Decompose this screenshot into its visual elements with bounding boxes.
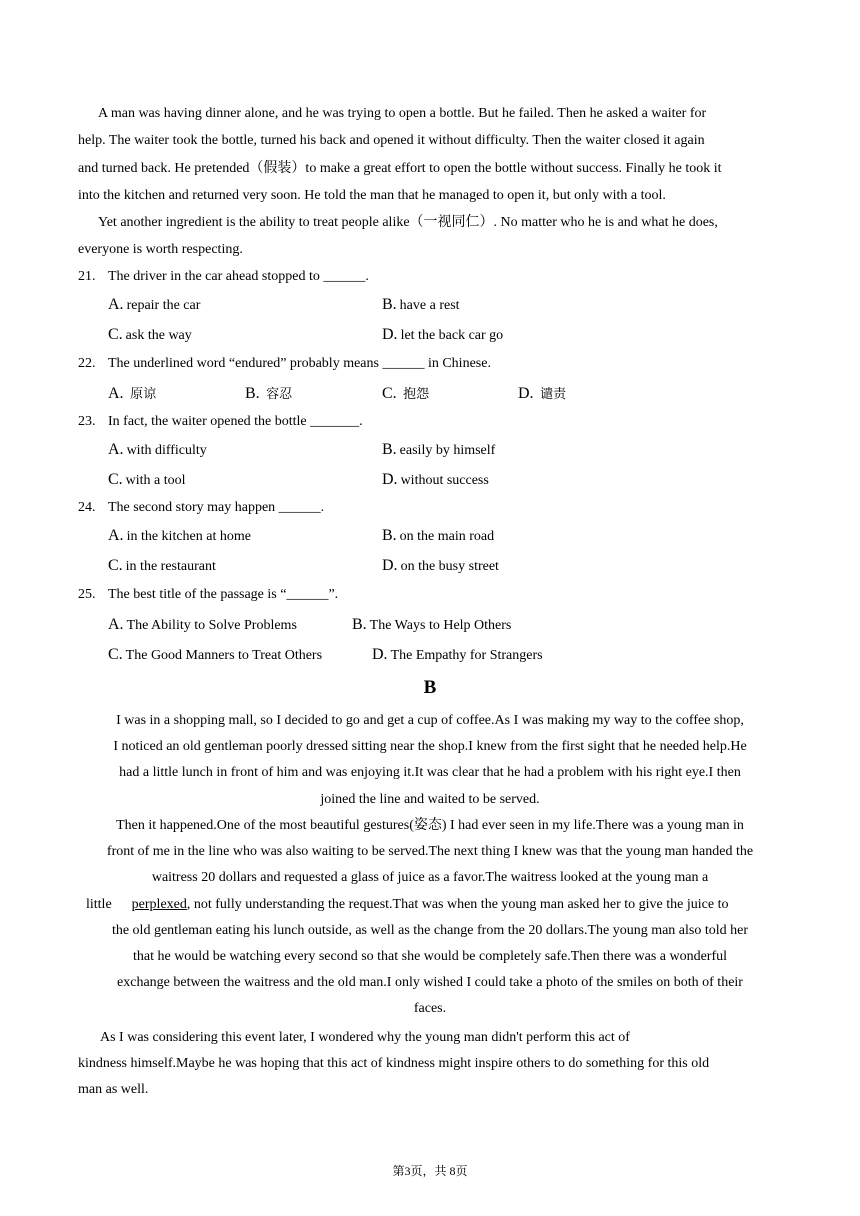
passage-a-paragraph-2 — [78, 209, 782, 264]
option-25-b[interactable]: B. The Ways to Help Others — [352, 616, 512, 633]
option-23-a[interactable]: A. with difficulty — [108, 441, 207, 458]
text-line: Yet another ingredient is the ability to treat people alike（一视同仁）. No matter who he is and what he does, — [98, 215, 718, 230]
text-line: waitress 20 dollars and requested a glass of juice as a favor.The waitress looked at the young man a — [151, 870, 709, 886]
text-line: exchange between the waitress and the old man.I only wished I could take a photo of the smiles on both of their — [117, 975, 743, 991]
question-stem: The driver in the car ahead stopped to ______. — [108, 269, 369, 284]
option-24-c[interactable]: C. in the restaurant — [108, 557, 216, 574]
option-22-a[interactable]: A. 原谅 — [108, 385, 157, 402]
question-number: 25. — [78, 587, 96, 602]
text-line: A man was having dinner alone, and he was trying to open a bottle. But he failed. Then he asked a waiter for — [98, 106, 707, 121]
text-line: man as well. — [78, 1082, 149, 1098]
question-number: 21. — [78, 269, 96, 284]
text-line: everyone is worth respecting. — [78, 242, 243, 258]
option-23-c[interactable]: C. with a tool — [108, 471, 186, 488]
option-23-b[interactable]: B. easily by himself — [382, 441, 496, 458]
option-21-d[interactable]: D. let the back car go — [382, 326, 504, 343]
question-25 — [78, 585, 338, 605]
question-24 — [78, 498, 324, 518]
passage-b-paragraph-3 — [78, 1025, 782, 1104]
question-number: 23. — [78, 414, 96, 429]
text-line: I noticed an old gentleman poorly dressed sitting near the shop.I knew from the first sight that he needed help.He — [113, 739, 747, 755]
option-24-b[interactable]: B. on the main road — [382, 527, 495, 544]
text-line: and turned back. He pretended（假装）to make a great effort to open the bottle without success. Finally he took it — [78, 160, 722, 176]
passage-b-paragraph-2 — [78, 813, 782, 1023]
text-line: kindness himself.Maybe he was hoping that this act of kindness might inspire others to do something for this old — [78, 1056, 710, 1072]
option-22-c[interactable]: C. 抱怨 — [382, 385, 430, 402]
passage-b-paragraph-1 — [78, 708, 782, 813]
question-stem: The best title of the passage is “______”. — [108, 587, 339, 602]
question-stem: The second story may happen ______. — [108, 500, 325, 515]
option-24-a[interactable]: A. in the kitchen at home — [108, 527, 251, 544]
question-22 — [78, 354, 491, 374]
text-line: little perplexed, not fully understanding the request.That was when the young man asked her to give the juice to — [86, 896, 729, 912]
text-line: As I was considering this event later, I wondered why the young man didn't perform this act of — [100, 1030, 630, 1045]
option-23-d[interactable]: D. without success — [382, 471, 489, 488]
option-25-a[interactable]: A. The Ability to Solve Problems — [108, 616, 297, 633]
text-line: joined the line and waited to be served. — [320, 791, 540, 807]
page-footer: 第3页，共 8页 — [392, 1164, 468, 1178]
question-21 — [78, 267, 369, 287]
text-line: help. The waiter took the bottle, turned his back and opened it without difficulty. Then the waiter closed it again — [78, 133, 705, 149]
text-line: the old gentleman eating his lunch outside, as well as the change from the 20 dollars.The young man also told her — [111, 922, 749, 938]
option-25-d[interactable]: D. The Empathy for Strangers — [372, 646, 543, 663]
text-line: Then it happened.One of the most beautiful gestures(姿态) I had ever seen in my life.There was a young man in — [116, 818, 744, 833]
section-b-title: B — [423, 677, 437, 698]
option-21-a[interactable]: A. repair the car — [108, 296, 201, 313]
text-line: that he would be watching every second so that she would be completely safe.Then there was a wonderful — [132, 949, 728, 965]
option-21-c[interactable]: C. ask the way — [108, 326, 192, 343]
option-24-d[interactable]: D. on the busy street — [382, 557, 499, 574]
option-21-b[interactable]: B. have a rest — [382, 296, 460, 313]
question-number: 24. — [78, 500, 96, 515]
option-25-c[interactable]: C. The Good Manners to Treat Others — [108, 646, 323, 663]
question-23 — [78, 412, 363, 432]
text-line: I was in a shopping mall, so I decided to go and get a cup of coffee.As I was making my way to the coffee shop, — [116, 713, 744, 728]
text-line: into the kitchen and returned very soon. He told the man that he managed to open it, but only with a tool. — [78, 188, 666, 204]
text-line: front of me in the line who was also waiting to be served.The next thing I knew was that the young man handed the — [106, 844, 754, 860]
text-line: faces. — [413, 1001, 447, 1017]
text-line: had a little lunch in front of him and was enjoying it.It was clear that he had a problem with his right eye.I then — [119, 765, 741, 781]
option-22-d[interactable]: D. 谴责 — [518, 385, 567, 402]
option-22-b[interactable]: B. 容忍 — [245, 385, 293, 402]
question-stem: The underlined word “endured” probably means ______ in Chinese. — [108, 356, 491, 371]
question-stem: In fact, the waiter opened the bottle _______. — [108, 414, 363, 429]
question-number: 22. — [78, 356, 96, 371]
underlined-word: perplexed — [131, 896, 187, 912]
passage-a-paragraph-1 — [78, 100, 782, 210]
